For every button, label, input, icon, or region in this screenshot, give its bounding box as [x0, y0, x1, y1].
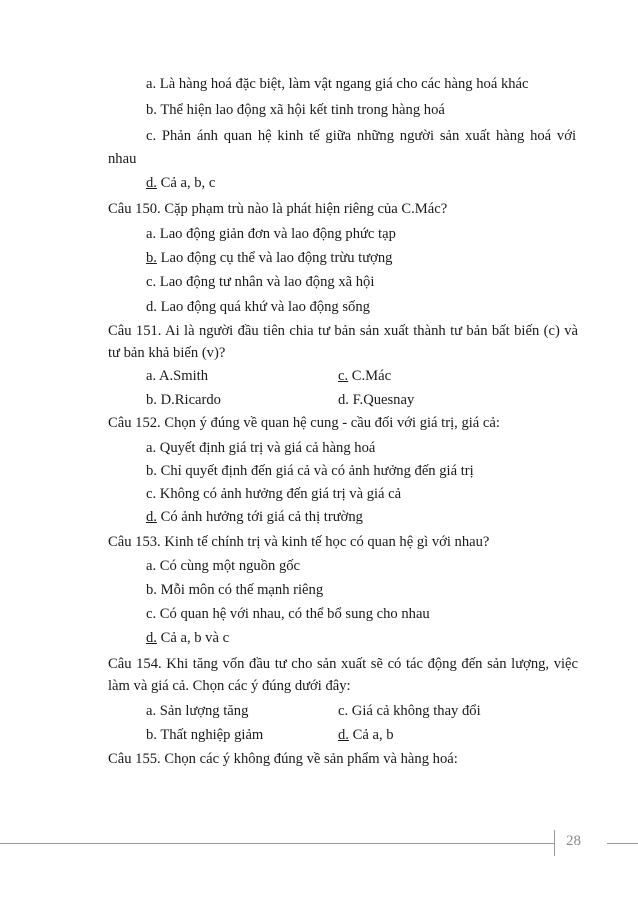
answer-150-c: c. Lao động tư nhân và lao động xã hội	[146, 274, 375, 290]
answer-150-b	[146, 249, 392, 267]
question-150: Câu 150. Cặp phạm trù nào là phát hiện riêng của C.Mác?	[108, 201, 448, 217]
answer-153-a: a. Có cùng một nguồn gốc	[146, 558, 301, 574]
question-152: Câu 152. Chọn ý đúng về quan hệ cung - cầu đối với giá trị, giá cả:	[108, 415, 500, 431]
question-154: Câu 154. Khi tăng vốn đầu tư cho sản xuất sẽ có tác động đến sản lượng, việc	[108, 656, 578, 672]
page-number: 28	[566, 833, 581, 849]
answer-151-c	[338, 367, 391, 385]
answer-c: c. Phản ánh quan hệ kinh tế giữa những người sản xuất hàng hoá với	[146, 128, 576, 144]
answer-154-b: b. Thất nghiệp giảm	[146, 727, 264, 743]
answer-151-b: b. D.Ricardo	[146, 392, 221, 408]
answer-150-a: a. Lao động giản đơn và lao động phức tạp	[146, 226, 396, 242]
question-154-continued: làm và giá cả. Chọn các ý đúng dưới đây:	[108, 678, 351, 694]
answer-154-a: a. Sản lượng tăng	[146, 703, 249, 719]
answer-151-d: d. F.Quesnay	[338, 392, 415, 408]
answer-c-continued: nhau	[108, 151, 137, 167]
answer-text: C.Mác	[348, 368, 392, 384]
answer-key: b.	[146, 250, 157, 266]
answer-152-b: b. Chỉ quyết định đến giá cả và có ảnh hưởng đến giá trị	[146, 463, 474, 479]
question-155: Câu 155. Chọn các ý không đúng về sản phẩm và hàng hoá:	[108, 751, 458, 767]
answer-text: Lao động cụ thể và lao động trừu tượng	[156, 250, 393, 266]
answer-text: Cả a, b, c	[156, 175, 216, 191]
answer-text: Cả a, b	[348, 727, 394, 743]
answer-text: Có ảnh hưởng tới giá cả thị trường	[156, 509, 363, 525]
answer-key: d.	[146, 509, 157, 525]
answer-key: d.	[146, 630, 157, 646]
answer-a: a. Là hàng hoá đặc biệt, làm vật ngang giá cho các hàng hoá khác	[146, 76, 529, 92]
answer-152-a: a. Quyết định giá trị và giá cả hàng hoá	[146, 440, 376, 456]
answer-153-b: b. Mỗi môn có thế mạnh riêng	[146, 582, 324, 598]
answer-153-d	[146, 629, 229, 647]
answer-154-d	[338, 726, 394, 744]
answer-key: d.	[146, 175, 157, 191]
question-151: Câu 151. Ai là người đầu tiên chia tư bản sản xuất thành tư bản bất biến (c) và	[108, 323, 578, 339]
answer-text: Cả a, b và c	[156, 630, 230, 646]
question-151-continued: tư bản khả biến (v)?	[108, 345, 226, 361]
answer-152-d	[146, 508, 363, 526]
answer-key: c.	[338, 368, 349, 384]
question-153: Câu 153. Kinh tế chính trị và kinh tế học có quan hệ gì với nhau?	[108, 534, 490, 550]
answer-151-a: a. A.Smith	[146, 368, 209, 384]
answer-153-c: c. Có quan hệ với nhau, có thể bổ sung cho nhau	[146, 606, 430, 622]
answer-154-c: c. Giá cả không thay đổi	[338, 703, 481, 719]
answer-key: d.	[338, 727, 349, 743]
answer-152-c: c. Không có ảnh hưởng đến giá trị và giá cả	[146, 486, 402, 502]
answer-150-d: d. Lao động quá khứ và lao động sống	[146, 299, 370, 315]
answer-d	[146, 174, 215, 192]
footer-rule	[0, 843, 638, 844]
answer-b: b. Thể hiện lao động xã hội kết tinh trong hàng hoá	[146, 102, 445, 118]
